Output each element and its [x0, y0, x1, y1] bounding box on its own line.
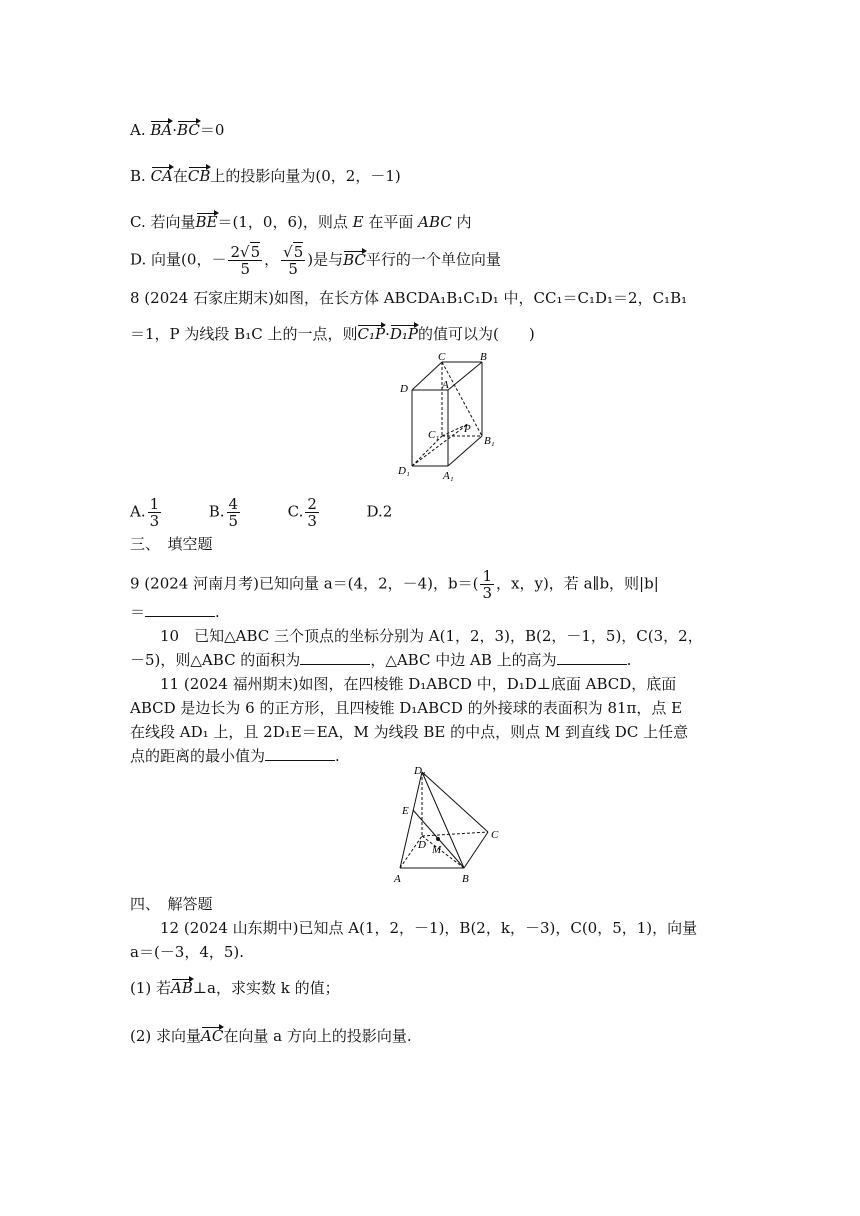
label-C1: C₁ — [428, 429, 440, 441]
label-B: B — [462, 873, 469, 885]
q11-line3: 在线段 AD₁ 上，且 2D₁E＝EA，M 为线段 BE 的中点，则点 M 到直线 DC 上任意 — [130, 723, 689, 741]
q11-line2: ABCD 是边长为 6 的正方形，且四棱锥 D₁ABCD 的外接球的表面积为 81π，点 E — [130, 699, 683, 717]
q10-line1: 10 已知△ABC 三个顶点的坐标分别为 A(1，2，3)，B(2，－1，5)，C(3，2， — [160, 627, 703, 645]
q8-line2: ＝1，P 为线段 B₁C 上的一点，则C₁P·D₁P的值可以为( ) — [130, 325, 535, 343]
q7-option-c: C. 若向量BE＝(1，0，6)，则点 E 在平面 ABC 内 — [130, 213, 472, 231]
edge-a1b1 — [448, 436, 482, 466]
q11-line1: 11 (2024 福州期末)如图，在四棱锥 D₁ABCD 中，D₁D⊥底面 ABCD，底面 — [160, 675, 677, 693]
q12-part2: (2) 求向量AC在向量 a 方向上的投影向量. — [130, 1027, 412, 1045]
q12-part1: (1) 若AB⊥a，求实数 k 的值； — [130, 979, 340, 997]
cuboid-figure — [390, 350, 510, 485]
edge-d1c — [422, 772, 488, 832]
edge-db — [422, 836, 464, 868]
label-B: B — [480, 351, 487, 363]
section-title-fill-in: 三、 填空题 — [130, 535, 213, 553]
section-title-answer: 四、 解答题 — [130, 895, 213, 913]
edge-dc — [412, 362, 442, 390]
q8-line1: 8 (2024 石家庄期末)如图，在长方体 ABCDA₁B₁C₁D₁ 中，CC₁＝C₁D₁＝2，C₁B₁ — [130, 289, 688, 307]
label-D: D — [400, 383, 408, 395]
answer-blank[interactable] — [145, 602, 215, 617]
label-A: A — [394, 873, 401, 885]
label-B1: B₁ — [484, 435, 495, 447]
q7-option-b: B. CA在CB上的投影向量为(0，2，－1) — [130, 167, 401, 185]
label-D1: D₁ — [398, 465, 410, 477]
q12-line2: a＝(－3，4，5). — [130, 943, 245, 961]
label-D: D — [418, 839, 426, 851]
label-E: E — [402, 805, 409, 817]
q11-line4: 点的距离的最小值为 . — [130, 747, 340, 765]
q7-option-d: D. 向量(0，－ $\frac{2√5}{5}$ ， $\frac{√5}{5}$ )是与BC平行的一个单位向量 — [130, 243, 501, 278]
q9-line1: 9 (2024 河南月考)已知向量 a＝(4，2，－4)，b＝( $\frac{1}{3}$ ，x，y)，若 a∥b，则|b| — [130, 567, 659, 602]
label-A: A — [442, 379, 449, 391]
q12-line1: 12 (2024 山东期中)已知点 A(1，2，－1)，B(2，k，－3)，C(0，5，1)，向量 — [160, 919, 698, 937]
edge-d1a — [400, 772, 422, 868]
answer-blank[interactable] — [300, 650, 370, 665]
edge-bc — [464, 832, 488, 868]
segment-d1p — [412, 424, 468, 466]
answer-blank[interactable] — [265, 746, 335, 761]
label-C: C — [438, 351, 446, 363]
edge-d1b — [422, 772, 464, 868]
q9-line2: ＝ . — [130, 603, 220, 621]
label-A1: A₁ — [443, 470, 454, 482]
pyramid-figure — [386, 762, 508, 886]
label-D1: D₁ — [414, 765, 426, 777]
q7-option-a: A. BA·BC＝0 — [130, 121, 225, 139]
q8-options: A. $\frac{1}{3}$ B. $\frac{4}{5}$ C. $\frac{2}{3}$ D.2 — [130, 495, 393, 530]
answer-blank[interactable] — [557, 650, 627, 665]
edge-dc — [422, 832, 488, 836]
label-C: C — [491, 829, 499, 841]
label-M: M — [432, 844, 442, 856]
point-m — [436, 837, 440, 841]
edge-ab — [448, 362, 482, 390]
q10-line2: －5)，则△ABC 的面积为 ，△ABC 中边 AB 上的高为 . — [130, 651, 632, 669]
label-P: P — [464, 423, 471, 435]
